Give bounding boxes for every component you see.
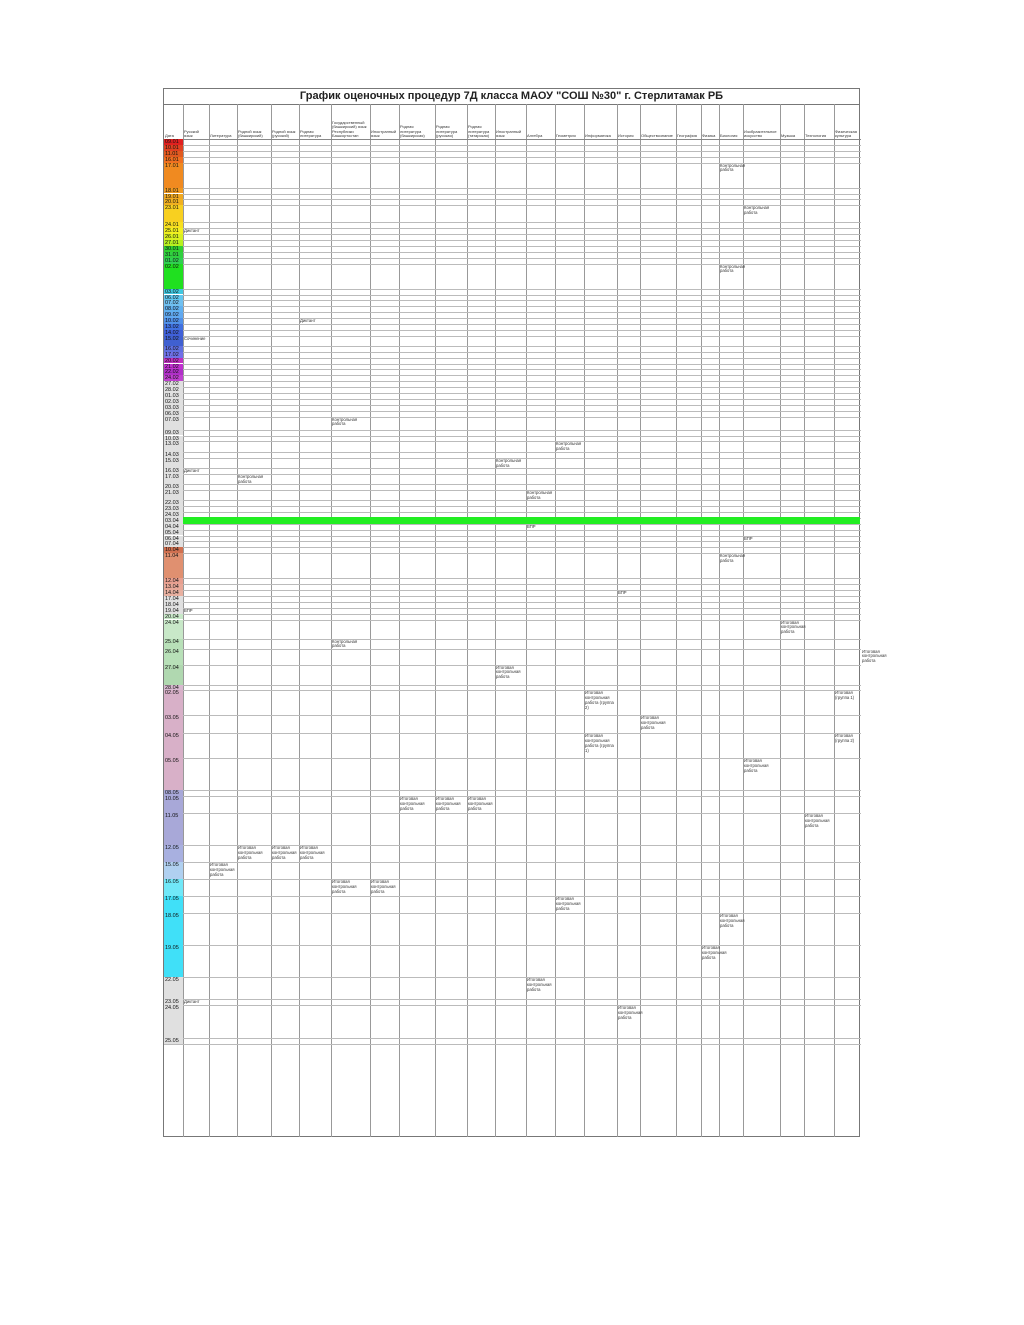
column-divider [299,104,300,1137]
date-cell: 20.03 [164,484,183,490]
row-divider [164,336,861,337]
date-cell: 03.03 [164,405,183,411]
date-cell: 17.04 [164,596,183,602]
column-divider [617,104,618,1137]
row-divider [164,194,861,195]
row-divider [164,411,861,412]
date-cell: 25.05 [164,1038,183,1044]
date-cell: 08.02 [164,306,183,312]
row-divider [164,300,861,301]
row-divider [164,790,861,791]
date-cell: 17.03 [164,474,183,484]
column-header: Государственный (башкирский) язык Республики Башкортостан [332,119,367,139]
row-divider [164,506,861,507]
column-header: Изобразительное искусство [744,128,777,139]
assessment-entry: Контрольная работа [527,490,553,500]
date-cell: 15.05 [164,862,183,879]
assessment-entry: Контрольная работа [238,474,264,484]
row-divider [164,246,861,247]
row-divider [164,369,861,370]
assessment-entry: Итоговая контрольная работа [781,619,806,635]
column-header: Иностранный язык [371,128,397,139]
column-divider [237,104,238,1137]
row-divider [164,547,861,548]
date-cell: 17.01 [164,163,183,188]
date-cell: 16.02 [164,346,183,352]
row-divider [164,524,861,525]
row-divider [164,306,861,307]
row-divider [164,1044,861,1045]
row-divider [164,430,861,431]
row-divider [164,620,861,621]
date-cell: 28.04 [164,685,183,691]
date-cell: 30.01 [164,246,183,252]
row-divider [164,264,861,265]
date-cell: 16.01 [164,157,183,163]
column-header: История [618,133,634,139]
assessment-entry: Итоговая контрольная работа (группа 1) [585,733,614,753]
row-divider [164,199,861,200]
date-cell: 09.01 [164,139,183,145]
column-divider [399,104,400,1137]
column-divider [495,104,496,1137]
date-cell: 21.02 [164,364,183,370]
assessment-entry: Диктант [184,468,200,474]
column-divider [834,104,835,1137]
column-header: Обществознание [641,133,673,139]
row-divider [164,945,861,946]
row-divider [164,399,861,400]
assessment-entry: Итоговая контрольная работа [238,845,263,860]
assessment-entry: Контрольная работа [720,553,746,563]
assessment-entry: Итоговая контрольная работа [641,715,666,730]
row-divider [164,289,861,290]
column-divider [331,104,332,1137]
column-header: Технология [805,133,827,139]
column-header: Родная литература (русская) [436,124,458,139]
row-divider [164,358,861,359]
assessment-entry: Итоговая контрольная работа [744,758,769,773]
row-divider [164,188,861,189]
date-cell: 10.05 [164,796,183,813]
column-header: Музыка [781,133,796,139]
column-header: Родной язык (русский) [272,128,296,139]
column-header: Родная литература [300,128,322,139]
column-header: География [677,133,697,139]
row-divider [164,151,861,152]
date-cell: 19.04 [164,608,183,614]
assessment-entry: Итоговая контрольная работа [618,1005,643,1020]
assessment-entry: ВПР [618,590,627,595]
assessment-entry: Итоговая контрольная работа (группа 2) [585,690,614,710]
row-divider [164,318,861,319]
date-cell: 17.02 [164,352,183,358]
schedule-grid [164,89,887,1138]
date-cell: 20.02 [164,358,183,364]
schedule-sheet [163,88,887,1137]
row-divider [164,258,861,259]
assessment-entry: Контрольная работа [332,416,358,427]
date-cell: 15.02 [164,336,183,346]
column-header: Информатика [585,133,611,139]
column-header: Родная литература (татарская) [468,124,490,139]
assessment-entry: Итоговая контрольная работа [210,862,235,877]
header-divider [164,139,861,140]
date-cell: 02.02 [164,264,183,289]
row-divider [164,1005,861,1006]
date-cell: 07.04 [164,541,183,547]
date-cell: 11.01 [164,151,183,157]
column-header: Литература [210,133,232,139]
date-cell: 31.01 [164,252,183,258]
assessment-entry: ВПР [527,523,536,529]
date-cell: 05.05 [164,758,183,790]
date-cell: 24.02 [164,375,183,381]
assessment-entry: Контрольная работа [332,638,358,649]
date-cell: 16.03 [164,468,183,474]
row-divider [164,375,861,376]
row-divider [164,417,861,418]
column-header: Иностранный язык [496,128,522,139]
assessment-entry: Контрольная работа [556,441,582,452]
column-divider [209,104,210,1137]
assessment-entry: Итоговая контрольная работа [371,879,396,894]
date-cell: 19.01 [164,194,183,200]
row-divider [164,330,861,331]
date-cell: 21.03 [164,490,183,500]
assessment-entry: Диктант [300,318,316,324]
column-divider [271,104,272,1137]
row-divider [164,862,861,863]
row-divider [164,596,861,597]
date-cell: 24.05 [164,1005,183,1038]
row-divider [164,541,861,542]
column-header: Русский язык [184,128,199,139]
date-cell: 13.04 [164,584,183,590]
column-divider [701,104,702,1137]
assessment-entry: Контрольная работа [744,205,770,216]
row-divider [164,252,861,253]
row-divider [164,813,861,814]
date-cell: 02.05 [164,690,183,715]
column-divider [719,104,720,1137]
row-divider [164,500,861,501]
date-cell: 07.03 [164,417,183,430]
row-divider [164,490,861,491]
row-divider [164,896,861,897]
date-cell: 20.01 [164,199,183,205]
date-cell: 23.01 [164,205,183,222]
date-cell: 14.02 [164,330,183,336]
column-divider [804,104,805,1137]
date-cell: 19.05 [164,945,183,977]
row-divider [164,690,861,691]
assessment-entry: Итоговая (группа 1) [835,690,855,701]
column-header: Физика [702,133,716,139]
date-cell: 10.02 [164,318,183,324]
date-cell: 06.02 [164,295,183,301]
date-cell: 12.05 [164,845,183,862]
assessment-entry: Итоговая контрольная работа [556,896,581,911]
row-divider [164,352,861,353]
row-divider [164,468,861,469]
assessment-entry: Итоговая контрольная работа [527,977,552,992]
column-header: Физическая культура [835,128,857,139]
date-cell: 07.02 [164,300,183,306]
column-divider [467,104,468,1137]
row-divider [164,590,861,591]
row-divider [164,733,861,734]
date-cell: 23.03 [164,506,183,512]
assessment-entry: Итоговая контрольная работа [468,796,493,811]
row-divider [164,228,861,229]
assessment-entry: Контрольная работа [496,458,522,469]
date-cell: 20.04 [164,614,183,620]
date-cell: 08.05 [164,790,183,796]
date-cell: 25.01 [164,228,183,234]
row-divider [164,879,861,880]
row-divider [164,639,861,640]
assessment-entry: Итоговая контрольная работа [702,945,727,960]
row-divider [164,715,861,716]
row-divider [164,436,861,437]
column-divider [676,104,677,1137]
date-cell: 01.03 [164,393,183,399]
assessment-entry: Диктант [184,999,200,1005]
assessment-entry: Итоговая контрольная работа [496,664,521,680]
row-divider [164,240,861,241]
date-cell: 25.04 [164,639,183,649]
row-divider [164,324,861,325]
date-cell: 18.04 [164,602,183,608]
row-divider [164,157,861,158]
date-cell: 14.04 [164,590,183,596]
row-divider [164,512,861,513]
column-divider [370,104,371,1137]
date-cell: 23.05 [164,999,183,1005]
column-divider [584,104,585,1137]
date-cell: 15.03 [164,458,183,468]
row-divider [164,1038,861,1039]
row-divider [164,977,861,978]
date-cell: 17.05 [164,896,183,913]
row-divider [164,484,861,485]
column-header: Геометрия [556,133,576,139]
date-cell: 11.04 [164,553,183,578]
date-cell: 12.04 [164,578,183,584]
date-cell: 05.04 [164,530,183,536]
date-cell: 13.02 [164,324,183,330]
date-cell: 22.02 [164,369,183,375]
row-divider [164,405,861,406]
date-cell: 09.03 [164,430,183,436]
date-cell: 03.05 [164,715,183,733]
assessment-entry: Итоговая контрольная работа [805,813,830,828]
date-cell: 03.02 [164,289,183,295]
row-divider [164,381,861,382]
assessment-entry: Итоговая контрольная работа [272,845,297,860]
row-divider [164,364,861,365]
column-divider [183,104,184,1137]
date-cell: 06.04 [164,536,183,542]
date-cell: 06.03 [164,411,183,417]
date-cell: 27.04 [164,665,183,685]
row-divider [164,796,861,797]
date-cell: 26.04 [164,649,183,665]
date-cell: 18.05 [164,913,183,945]
date-cell: 13.03 [164,441,183,452]
column-header: Родная литература (башкирская) [400,124,425,139]
assessment-entry: ВПР [184,607,193,613]
row-divider [164,295,861,296]
row-divider [164,913,861,914]
date-cell: 16.05 [164,879,183,896]
date-cell: 14.03 [164,452,183,458]
column-divider [555,104,556,1137]
row-divider [164,387,861,388]
row-divider [164,649,861,650]
date-cell: 26.01 [164,234,183,240]
assessment-entry: Сочинение [184,335,206,341]
assessment-entry: Итоговая контрольная работа [436,796,461,811]
date-cell: 11.05 [164,813,183,845]
date-cell: 22.05 [164,977,183,999]
date-cell: 04.04 [164,524,183,530]
column-header: Родной язык (башкирский) [238,128,263,139]
date-cell: 02.03 [164,399,183,405]
row-divider [164,685,861,686]
column-divider [640,104,641,1137]
row-divider [164,553,861,554]
row-divider [164,584,861,585]
column-divider [435,104,436,1137]
assessment-entry: Итоговая контрольная работа [400,796,425,811]
row-divider [164,163,861,164]
column-header: Алгебра [527,133,543,139]
row-divider [164,312,861,313]
row-divider [164,393,861,394]
date-cell: 27.01 [164,240,183,246]
row-divider [164,614,861,615]
row-divider [164,608,861,609]
date-cell: 10.04 [164,547,183,553]
date-cell: 22.03 [164,500,183,506]
date-cell: 27.02 [164,381,183,387]
row-divider [164,578,861,579]
date-cell: 01.02 [164,258,183,264]
page-title: График оценочных процедур 7Д класса МАОУ "СОШ №30" г. Стерлитамак РБ [164,89,859,105]
date-cell: 18.01 [164,188,183,194]
column-header: Дата [165,133,174,139]
row-divider [164,222,861,223]
date-cell: 09.02 [164,312,183,318]
row-divider [164,441,861,442]
column-divider [743,104,744,1137]
assessment-entry: Итоговая (группа 2) [835,733,855,744]
row-divider [164,602,861,603]
row-divider [164,999,861,1000]
column-header: Биология [720,133,738,139]
date-cell: 24.03 [164,512,183,518]
row-divider [164,346,861,347]
assessment-entry: Итоговая контрольная работа [862,648,887,664]
date-cell: 10.01 [164,145,183,151]
row-divider [164,530,861,531]
assessment-entry: Итоговая контрольная работа [720,913,745,928]
date-cell: 28.02 [164,387,183,393]
row-divider [164,234,861,235]
date-cell: 04.05 [164,733,183,758]
row-divider [164,452,861,453]
assessment-entry: Итоговая контрольная работа [332,879,357,894]
assessment-entry: ВПР [744,535,753,541]
assessment-entry: Итоговая контрольная работа [300,845,325,860]
date-cell: 24.01 [164,222,183,228]
date-cell: 24.04 [164,620,183,639]
row-divider [164,145,861,146]
assessment-entry: Диктант [184,228,200,234]
date-cell: 03.04 [164,518,183,524]
date-cell: 10.03 [164,436,183,442]
assessment-entry: Контрольная работа [720,162,746,173]
assessment-entry: Контрольная работа [720,263,746,274]
